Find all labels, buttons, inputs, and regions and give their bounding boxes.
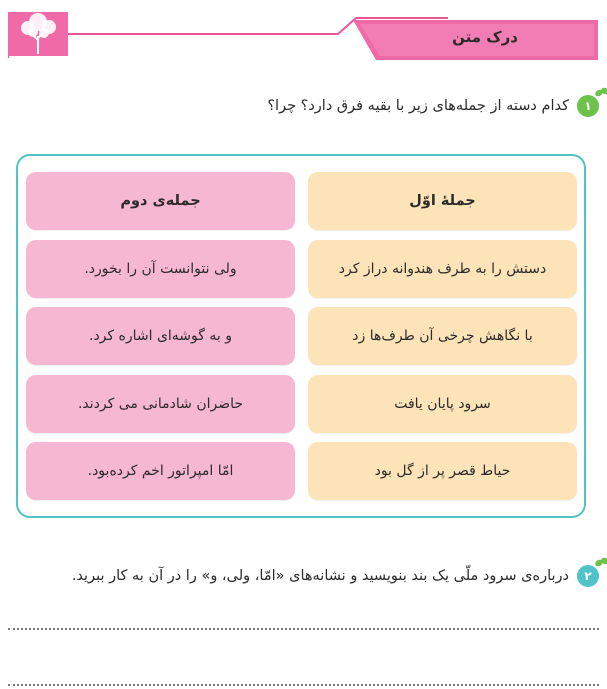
column-header-first: جملهٔ اوّل [308,172,577,230]
answer-line[interactable] [8,684,599,686]
table-cell-second: حاضران شادمانی می کردند. [26,375,295,433]
header-title: درک متن [452,28,518,46]
question-1-badge [577,95,599,117]
question-1-text: کدام دسته از جمله‌های زیر با بقیه فرق دارد؟ چرا؟ [267,98,569,114]
leaf-icon [595,557,607,569]
question-1 [267,95,599,117]
column-header-second: جمله‌ی دوم [26,172,295,230]
table-cell-first: دستش را به طرف هندوانه دراز کرد [308,240,577,298]
question-2 [72,565,599,587]
table-cell-second: ولی نتوانست آن را بخورد. [26,240,295,298]
table-cell-first: با نگاهش چرخی آن طرف‌ها زد [308,307,577,365]
leaf-icon [595,87,607,99]
question-2-text: درباره‌ی سرود ملّی یک بند بنویسید و نشانه‌های «امّا، ولی، و» را در آن به کار ببرید. [71,568,569,584]
question-2-badge [577,565,599,587]
section-header [8,6,598,60]
table-cell-second: و به گوشه‌ای اشاره کرد. [26,307,295,365]
tree-icon [8,6,68,56]
table-cell-second: امّا امپراتور اخم کرده‌بود. [26,442,295,500]
table-cell-first: حیاط قصر پر از گل بود [308,442,577,500]
question-1-number: ۱ [584,99,592,113]
answer-line[interactable] [8,628,599,630]
question-2-number: ۲ [584,569,592,583]
table-cell-first: سرود پایان یافت [308,375,577,433]
